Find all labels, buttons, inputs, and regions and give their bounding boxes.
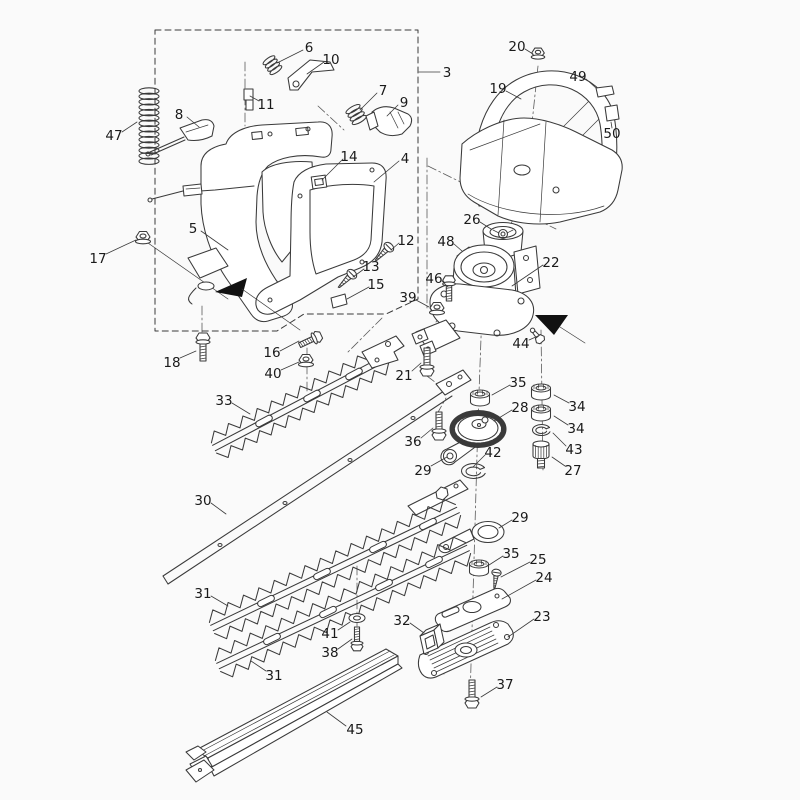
- callout-39: 39: [399, 290, 417, 306]
- callout-24: 24: [535, 570, 553, 586]
- part-18-bolt: [196, 333, 210, 361]
- callout-8: 8: [174, 107, 184, 123]
- callout-10: 10: [322, 52, 340, 68]
- part-35-bearing-lower: [470, 560, 489, 576]
- callout-47: 47: [105, 128, 123, 144]
- callout-7: 7: [378, 83, 388, 99]
- callout-22: 22: [542, 255, 560, 271]
- callout-50: 50: [603, 126, 621, 142]
- callout-33: 33: [215, 393, 233, 409]
- callout-23: 23: [533, 609, 551, 625]
- callout-35-b: 35: [502, 546, 520, 562]
- part-36-bolt: [432, 412, 446, 440]
- callout-38: 38: [321, 645, 339, 661]
- callout-45: 45: [346, 722, 364, 738]
- part-44-grease-nipple: [527, 325, 546, 345]
- part-31-drive-tang: [408, 480, 468, 515]
- callout-41: 41: [321, 626, 339, 642]
- callout-43: 43: [565, 442, 583, 458]
- part-39-flange-nut: [430, 303, 445, 315]
- part-38-bolt: [351, 627, 363, 651]
- part-35-bearing-upper: [471, 390, 490, 406]
- callout-14: 14: [340, 149, 358, 165]
- callout-11: 11: [257, 97, 275, 113]
- callout-4: 4: [400, 151, 410, 167]
- callout-16: 16: [263, 345, 281, 361]
- part-45-blade-guide: [186, 649, 402, 782]
- callout-40: 40: [264, 366, 282, 382]
- part-25-screw: [490, 569, 502, 589]
- part-43-circlip: [532, 425, 550, 436]
- part-27-knurled-bolt: [533, 441, 549, 468]
- part-42-circlip: [462, 464, 486, 479]
- callout-28: 28: [511, 400, 529, 416]
- callout-19: 19: [489, 81, 507, 97]
- part-49-sticker: [596, 86, 614, 97]
- callout-5: 5: [188, 221, 198, 237]
- callout-17: 17: [89, 251, 107, 267]
- part-41-washer: [349, 614, 365, 623]
- callout-31-b: 31: [265, 668, 283, 684]
- part-37-bolt: [465, 680, 479, 708]
- part-50-sticker: [605, 105, 619, 121]
- part-34-bearing-lower: [532, 405, 551, 421]
- callout-13: 13: [362, 259, 380, 275]
- callout-29-b: 29: [511, 510, 529, 526]
- part-16-bolt: [297, 330, 324, 351]
- callout-12: 12: [397, 233, 415, 249]
- part-11-clip: [244, 89, 253, 110]
- callout-6: 6: [304, 40, 314, 56]
- callout-29-a: 29: [414, 463, 432, 479]
- callout-36: 36: [404, 434, 422, 450]
- part-9-throttle-knob: [366, 107, 412, 136]
- callout-15: 15: [367, 277, 385, 293]
- callout-18: 18: [163, 355, 181, 371]
- callout-35-a: 35: [509, 375, 527, 391]
- callout-42: 42: [484, 445, 502, 461]
- callout-48: 48: [437, 234, 455, 250]
- callout-46: 46: [425, 271, 443, 287]
- callout-32: 32: [393, 613, 411, 629]
- callout-25: 25: [529, 552, 547, 568]
- callout-3: 3: [442, 65, 452, 81]
- callout-34-a: 34: [568, 399, 586, 415]
- callout-44: 44: [512, 336, 530, 352]
- part-15-label-sticker: [331, 294, 347, 308]
- callout-21: 21: [395, 368, 413, 384]
- callout-34-b: 34: [567, 421, 585, 437]
- callout-31-a: 31: [194, 586, 212, 602]
- callout-20: 20: [508, 39, 526, 55]
- callout-30: 30: [194, 493, 212, 509]
- part-40-nut: [299, 355, 314, 367]
- callout-49: 49: [569, 69, 587, 85]
- callout-37: 37: [496, 677, 514, 693]
- part-29-connecting-rod: [439, 522, 504, 553]
- part-6-spring: [262, 54, 283, 76]
- part-17-nut: [136, 232, 151, 244]
- callout-9: 9: [399, 95, 409, 111]
- callout-26: 26: [463, 212, 481, 228]
- part-20-flange-nut: [531, 48, 545, 59]
- callout-27: 27: [564, 463, 582, 479]
- part-34-bearing-upper: [532, 384, 551, 400]
